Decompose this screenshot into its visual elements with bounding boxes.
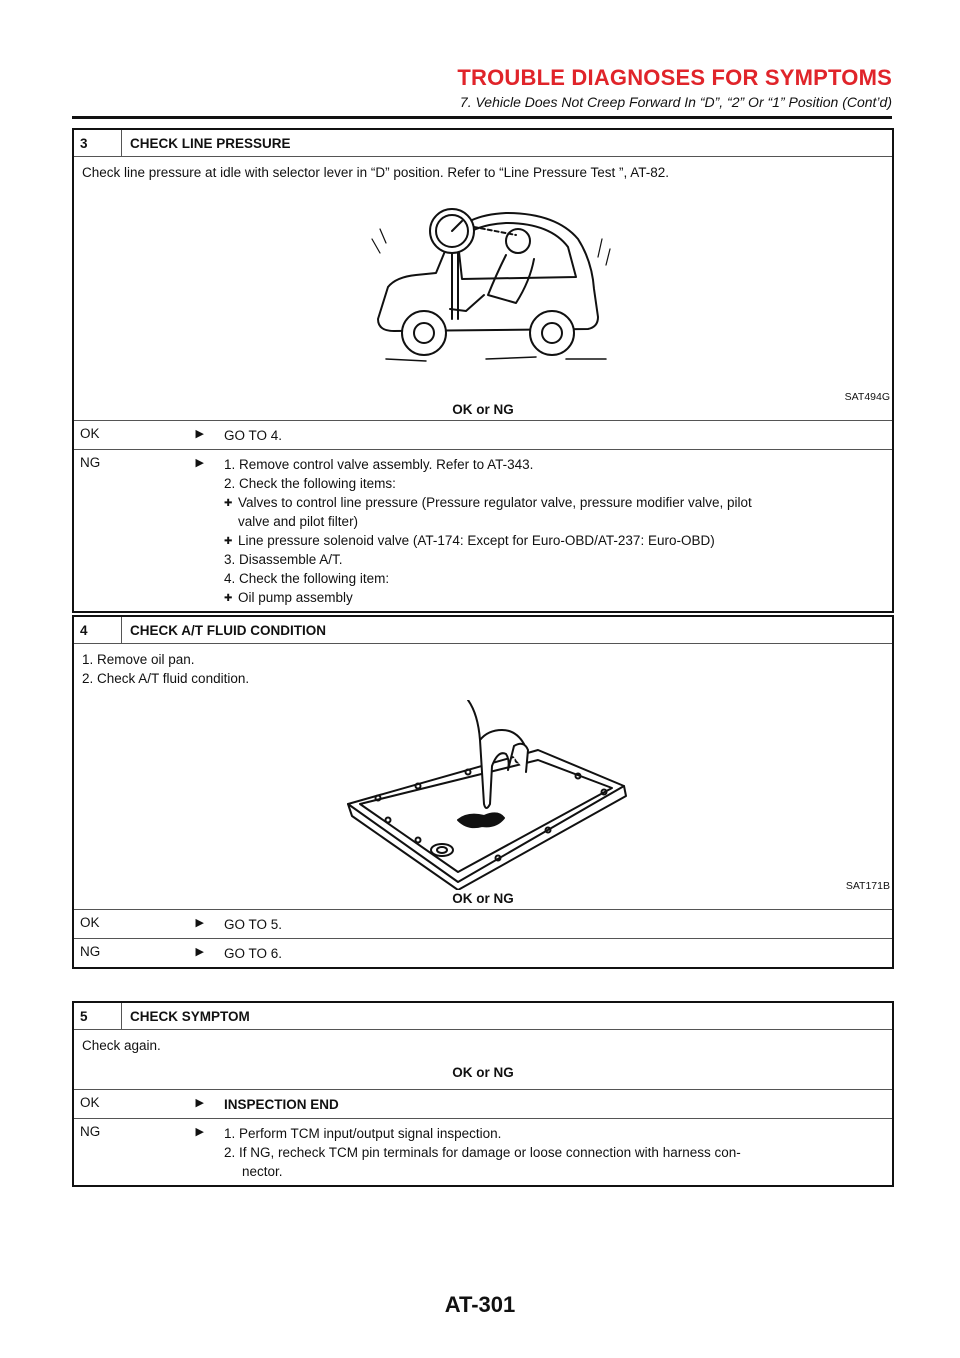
page-header: [72, 66, 892, 112]
step-4-header: [74, 617, 892, 643]
step-line: 1. Remove oil pan.: [82, 652, 195, 667]
step-line: 2. Check A/T fluid condition.: [82, 671, 250, 686]
bullet-item: ✚ Valves to control line pressure (Pressure regulator valve, pressure modifier valve, pilot: [224, 493, 886, 512]
result-value: GO TO 4.: [224, 428, 283, 443]
page-title: TROUBLE DIAGNOSES FOR SYMPTOMS: [457, 65, 892, 90]
oil-pan-illustration: [338, 700, 638, 890]
result-value: GO TO 5.: [224, 917, 283, 932]
arrow-right-icon: ▶: [195, 946, 204, 958]
arrow-right-icon: ▶: [195, 1126, 204, 1138]
step-5-box: [72, 1001, 894, 1187]
result-key: OK ▶: [80, 426, 204, 441]
result-key: OK ▶: [80, 1095, 204, 1110]
step-4-body: [74, 643, 892, 901]
page-subtitle: 7. Vehicle Does Not Creep Forward In “D”, “2” Or “1” Position (Cont’d): [459, 94, 892, 110]
list-item: 1. Remove control valve assembly. Refer to AT-343.: [224, 457, 534, 472]
figure-code: SAT494G: [844, 391, 890, 403]
step-5-body: [74, 1029, 892, 1089]
arrow-right-icon: ▶: [195, 917, 204, 929]
result-value: GO TO 6.: [224, 946, 283, 961]
step-number: 4: [74, 617, 122, 643]
result-ng-row: [74, 1118, 892, 1185]
list-item: 2. If NG, recheck TCM pin terminals for damage or loose connection with harness con-: [224, 1145, 741, 1160]
list-item-continued: nector.: [242, 1164, 283, 1179]
result-key: OK ▶: [80, 915, 204, 930]
page-number: AT-301: [444, 1292, 516, 1317]
figure-code: SAT171B: [845, 880, 890, 892]
list-item-continued: valve and pilot filter): [238, 514, 359, 529]
arrow-right-icon: ▶: [195, 457, 204, 469]
step-instruction: Check again.: [82, 1038, 161, 1053]
result-key: NG ▶: [80, 455, 204, 470]
result-key: NG ▶: [80, 1124, 204, 1139]
bullet-item: ✚ Line pressure solenoid valve (AT-174: Except for Euro-OBD/AT-237: Euro-OBD): [224, 531, 886, 550]
ok-ng-label: OK or NG: [452, 1065, 514, 1080]
step-heading: CHECK SYMPTOM: [130, 1008, 250, 1024]
step-number: 3: [74, 130, 122, 156]
car-pressure-gauge-illustration: [366, 199, 616, 369]
result-value-list: [204, 1119, 892, 1185]
list-item: 1. Perform TCM input/output signal inspection.: [224, 1126, 502, 1141]
step-5-header: [74, 1003, 892, 1029]
list-item: 4. Check the following item:: [224, 571, 390, 586]
arrow-right-icon: ▶: [195, 428, 204, 440]
step-heading: CHECK A/T FLUID CONDITION: [130, 622, 326, 638]
arrow-right-icon: ▶: [195, 1097, 204, 1109]
list-item: 2. Check the following items:: [224, 476, 396, 491]
ok-ng-label: OK or NG: [452, 402, 514, 417]
result-ok-row: [74, 420, 892, 449]
step-4-box: [72, 615, 894, 969]
step-3-header: [74, 130, 892, 156]
result-value-list: [204, 450, 892, 611]
bullet-item: ✚ Oil pump assembly: [224, 588, 886, 607]
step-3-body: [74, 156, 892, 412]
result-value: INSPECTION END: [224, 1097, 339, 1112]
step-instruction: Check line pressure at idle with selector lever in “D” position. Refer to “Line Pressure Test ”, AT-82.: [82, 165, 669, 180]
result-ng-row: [74, 449, 892, 611]
result-key: NG ▶: [80, 944, 204, 959]
header-rule: [72, 116, 892, 119]
step-heading: CHECK LINE PRESSURE: [130, 135, 291, 151]
result-ok-row: [74, 909, 892, 938]
ok-ng-label: OK or NG: [452, 891, 514, 906]
step-3-box: [72, 128, 894, 613]
step-number: 5: [74, 1003, 122, 1029]
result-ok-row: [74, 1089, 892, 1118]
list-item: 3. Disassemble A/T.: [224, 552, 343, 567]
result-ng-row: [74, 938, 892, 967]
